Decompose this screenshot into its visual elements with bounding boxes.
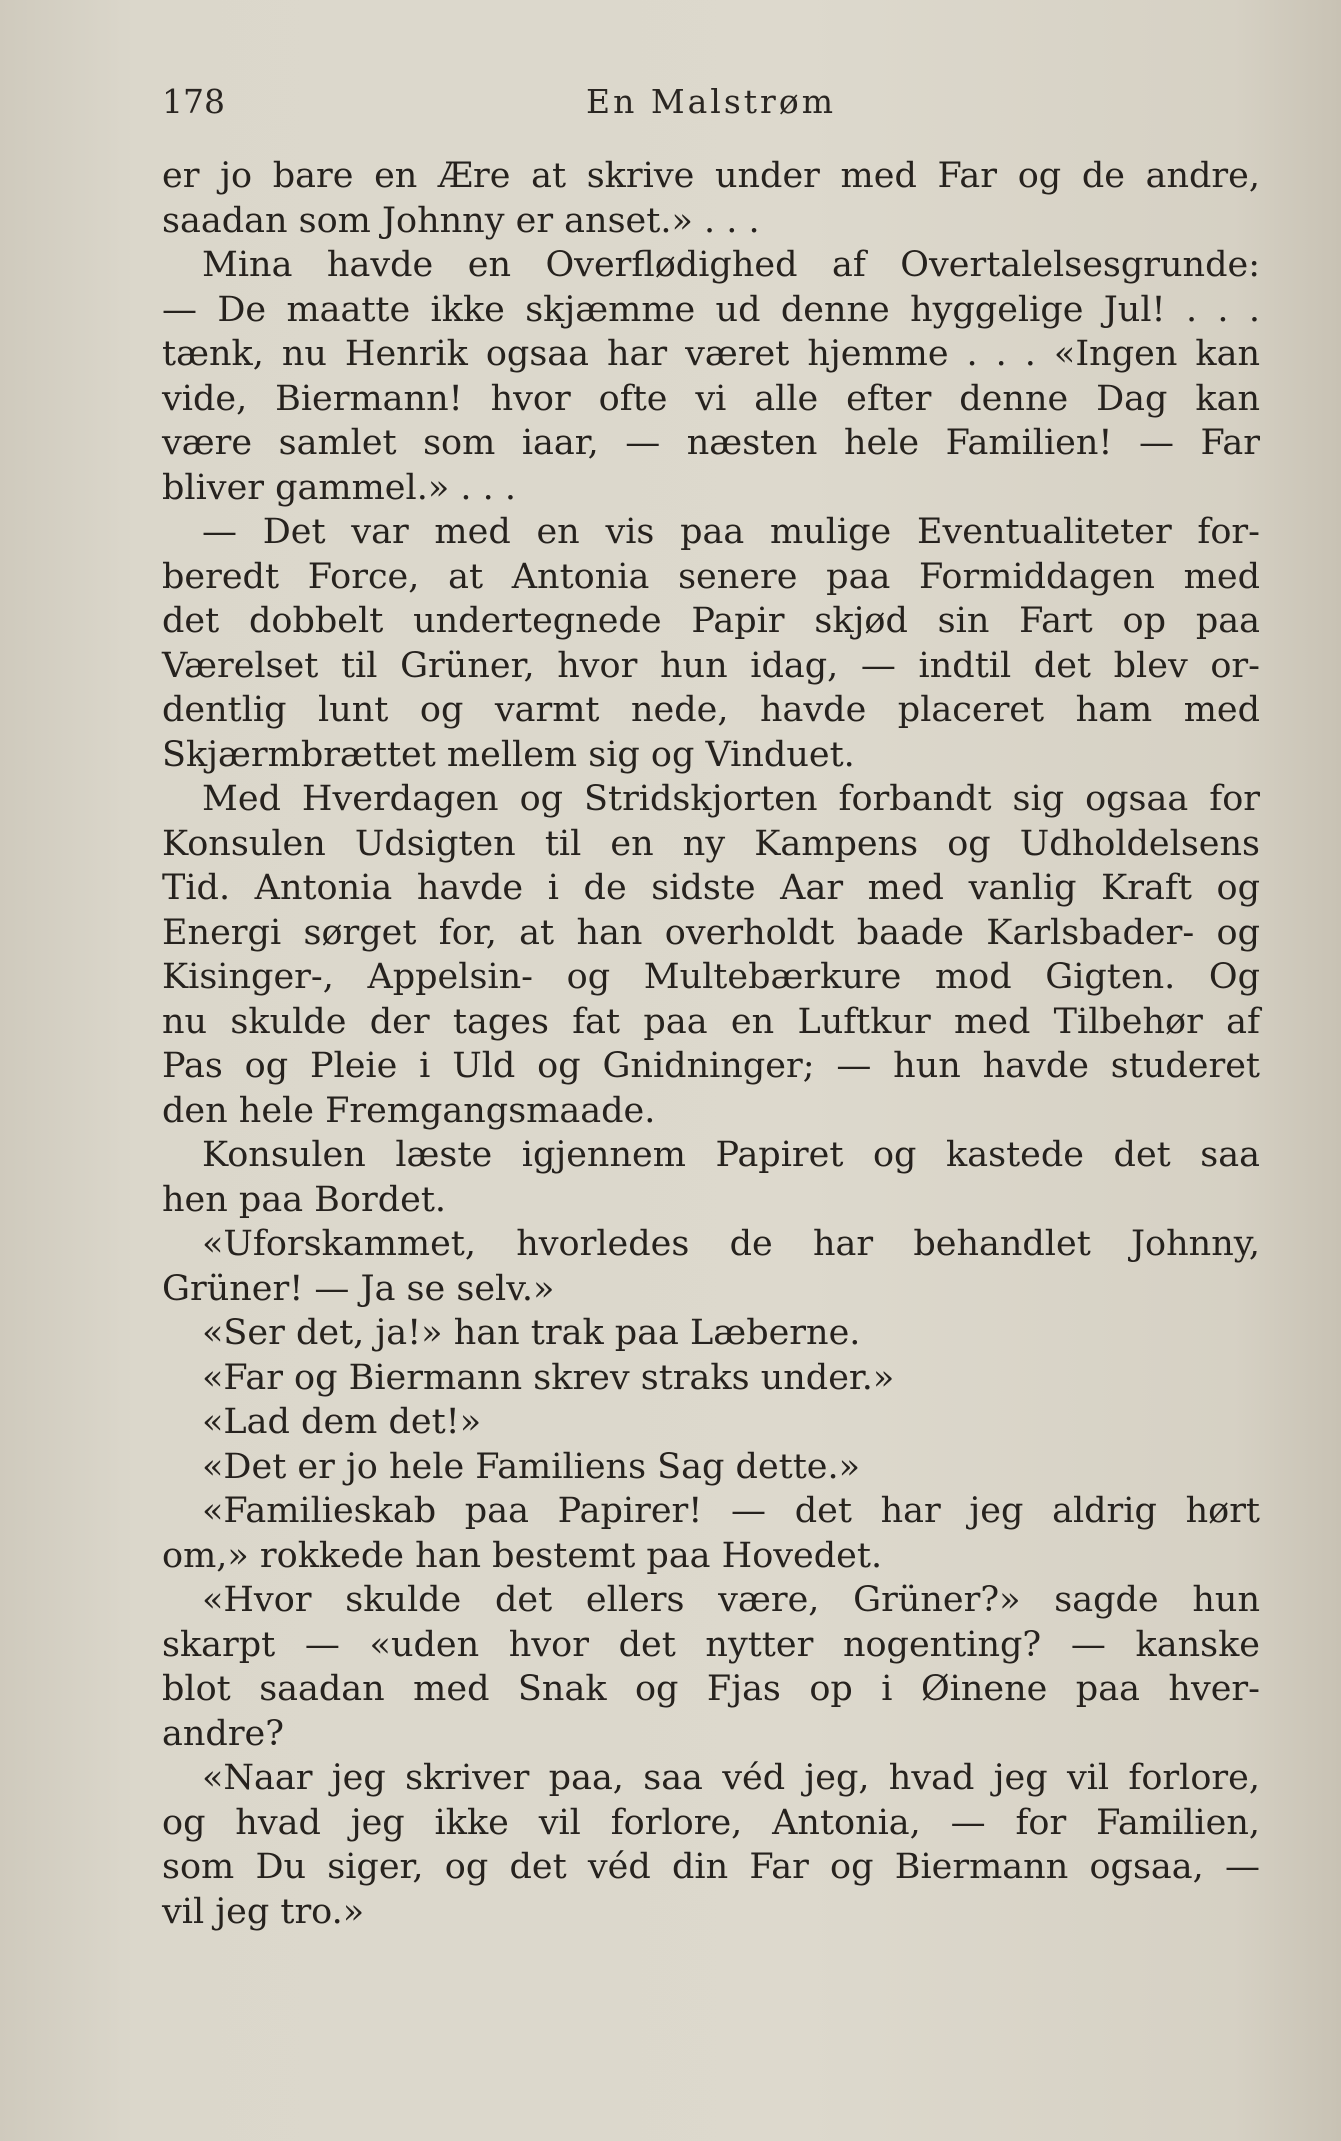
- text-line: — De maatte ikke skjæmme ud denne hyggelige Jul! . . .: [162, 289, 1260, 330]
- text-line: den hele Fremgangsmaade.: [162, 1090, 656, 1131]
- running-title: En Malstrøm: [586, 82, 836, 121]
- text-line: saadan som Johnny er anset.» . . .: [162, 200, 760, 241]
- text-line: Energi sørget for, at han overholdt baade Karlsbader- og: [162, 912, 1260, 953]
- text-line: nu skulde der tages fat paa en Luftkur med Tilbehør af: [162, 1001, 1260, 1042]
- text-line: det dobbelt undertegnede Papir skjød sin Fart op paa: [162, 601, 1260, 641]
- text-line: vide, Biermann! hvor ofte vi alle efter denne Dag kan: [162, 378, 1260, 419]
- body-text: [162, 154, 1260, 1934]
- text-line: Tid. Antonia havde i de sidste Aar med vanlig Kraft og: [162, 868, 1260, 908]
- text-line: Konsulen Udsigten til en ny Kampens og Udholdelsens: [162, 823, 1260, 864]
- text-line: «Uforskammet, hvorledes de har behandlet Johnny,: [202, 1224, 1260, 1264]
- text-line: skarpt — «uden hvor det nytter nogenting? — kanske: [162, 1624, 1260, 1665]
- text-line: og hvad jeg ikke vil forlore, Antonia, — for Familien,: [162, 1802, 1260, 1843]
- text-line: «Det er jo hele Familiens Sag dette.»: [202, 1446, 861, 1487]
- text-line: «Familieskab paa Papirer! — det har jeg aldrig hørt: [202, 1491, 1260, 1531]
- text-line: «Hvor skulde det ellers være, Grüner?» sagde hun: [202, 1580, 1260, 1620]
- text-line: være samlet som iaar, — næsten hele Familien! — Far: [162, 423, 1260, 463]
- text-line: bliver gammel.» . . .: [162, 467, 516, 508]
- text-line: «Far og Biermann skrev straks under.»: [202, 1357, 895, 1398]
- text-line: «Naar jeg skriver paa, saa véd jeg, hvad jeg vil forlore,: [202, 1758, 1260, 1798]
- text-line: Med Hverdagen og Stridskjorten forbandt sig ogsaa for: [202, 779, 1260, 819]
- page-header: [162, 82, 1260, 132]
- text-line: Kisinger-, Appelsin- og Multebærkure mod Gigten. Og: [162, 957, 1260, 997]
- text-line: om,» rokkede han bestemt paa Hovedet.: [162, 1535, 883, 1576]
- text-line: Mina havde en Overflødighed af Overtalelsesgrunde:: [202, 245, 1260, 285]
- text-line: Skjærmbrættet mellem sig og Vinduet.: [162, 734, 855, 775]
- text-line: vil jeg tro.»: [162, 1891, 365, 1932]
- text-line: Pas og Pleie i Uld og Gnidninger; — hun havde studeret: [162, 1046, 1260, 1086]
- text-line: Grüner! — Ja se selv.»: [162, 1268, 555, 1309]
- text-line: som Du siger, og det véd din Far og Biermann ogsaa, —: [162, 1847, 1260, 1887]
- text-line: hen paa Bordet.: [162, 1179, 447, 1220]
- text-line: «Ser det, ja!» han trak paa Læberne.: [202, 1313, 861, 1353]
- text-line: beredt Force, at Antonia senere paa Formiddagen med: [162, 556, 1260, 597]
- text-line: tænk, nu Henrik ogsaa har været hjemme . . . «Ingen kan: [162, 334, 1260, 374]
- page-number: 178: [162, 82, 225, 121]
- text-line: Konsulen læste igjennem Papiret og kastede det saa: [202, 1135, 1260, 1175]
- text-line: blot saadan med Snak og Fjas op i Øinene paa hver-: [162, 1669, 1260, 1709]
- text-line: — Det var med en vis paa mulige Eventualiteter for-: [202, 512, 1260, 552]
- text-line: dentlig lunt og varmt nede, havde placeret ham med: [162, 690, 1260, 730]
- text-line: «Lad dem det!»: [202, 1402, 482, 1442]
- text-line: andre?: [162, 1713, 285, 1754]
- text-line: er jo bare en Ære at skrive under med Far og de andre,: [162, 156, 1260, 196]
- text-line: Værelset til Grüner, hvor hun idag, — indtil det blev or-: [162, 645, 1260, 686]
